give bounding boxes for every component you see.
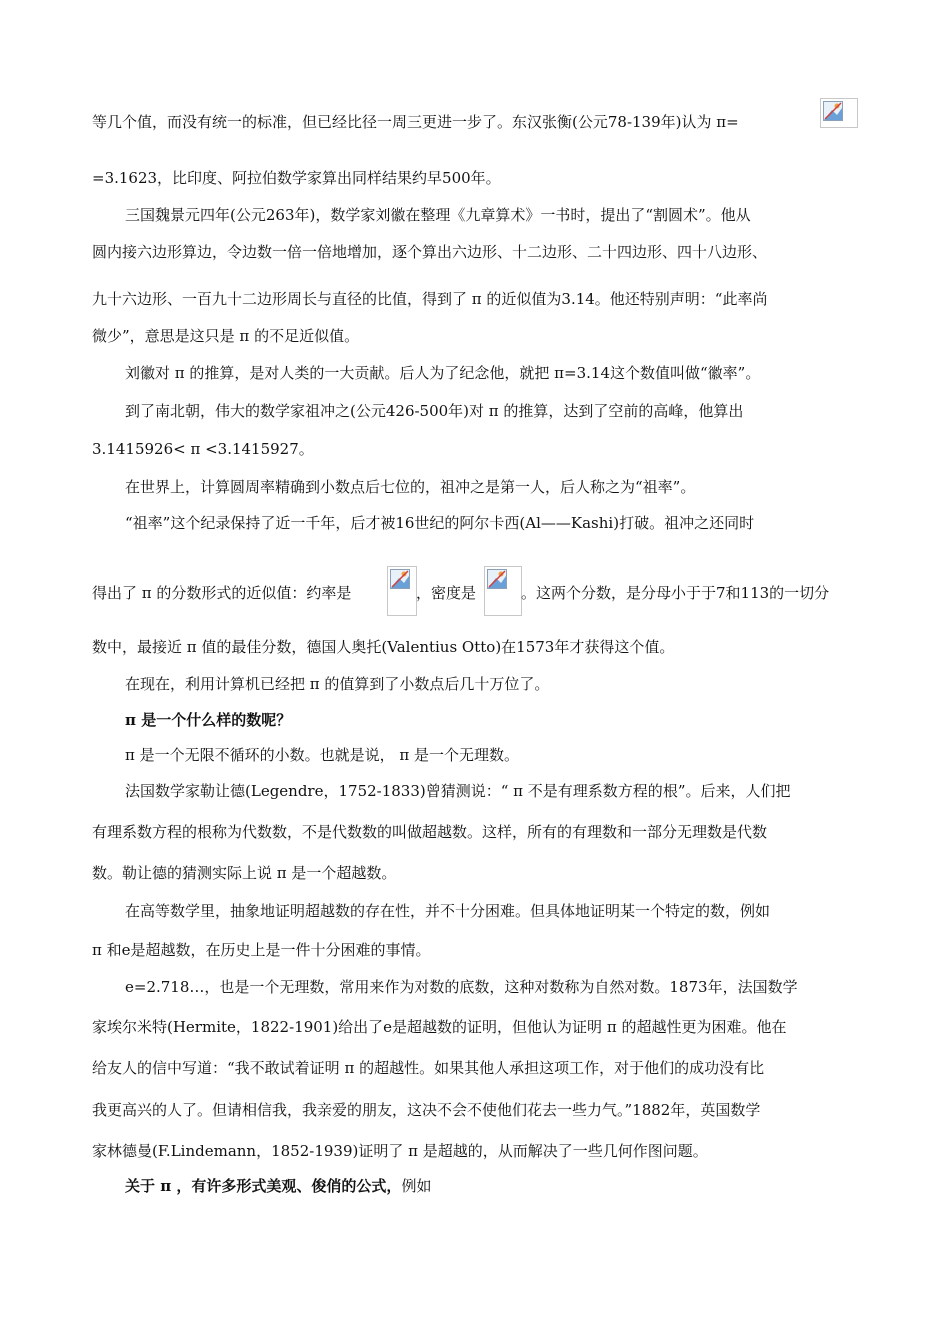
paragraph-line: e=2.718…，也是一个无理数，常用来作为对数的底数，这种对数称为自然对数。1873年，法国数学 (125, 978, 798, 996)
paragraph-line: ，密度是 (416, 584, 477, 602)
paragraph-line: 给友人的信中写道：“我不敢试着证明 π 的超越性。如果其他人承担这项工作，对于他们的成功没有比 (92, 1059, 765, 1077)
paragraph-line: 圆内接六边形算边，令边数一倍一倍地增加，逐个算出六边形、十二边形、二十四边形、四十八边形、 (92, 243, 768, 261)
trailing-text: 例如 (401, 1177, 432, 1195)
broken-image-icon (823, 101, 843, 121)
paragraph-line: 法国数学家勒让德(Legendre，1752-1833)曾猜测说：“ π 不是有理系数方程的根”。后来，人们把 (125, 782, 791, 800)
paragraph-line: 微少”，意思是这只是 π 的不足近似值。 (92, 327, 360, 345)
bold-lead-text: 关于 π ，有许多形式美观、俊俏的公式， (125, 1177, 402, 1195)
fraction-image-placeholder (484, 566, 522, 616)
paragraph-line: 三国魏景元四年(公元263年)，数学家刘徽在整理《九章算术》一书时，提出了“割圆术”。他从 (125, 206, 751, 224)
paragraph-line: 在现在，利用计算机已经把 π 的值算到了小数点后几十万位了。 (125, 675, 550, 693)
paragraph-line: 到了南北朝，伟大的数学家祖冲之(公元426-500年)对 π 的推算，达到了空前的高峰，他算出 (125, 402, 744, 420)
paragraph-line: 刘徽对 π 的推算，是对人类的一大贡献。后人为了纪念他，就把 π=3.14这个数值叫做“徽率”。 (125, 364, 761, 382)
paragraph-line: 得出了 π 的分数形式的近似值：约率是 (92, 584, 352, 602)
paragraph-line: 家埃尔米特(Hermite，1822-1901)给出了e是超越数的证明，但他认为证明 π 的超越性更为困难。他在 (92, 1018, 787, 1036)
paragraph-line: 数。勒让德的猜测实际上说 π 是一个超越数。 (92, 864, 397, 882)
paragraph-line: =3.1623，比印度、阿拉伯数学家算出同样结果约早500年。 (92, 169, 501, 187)
paragraph-line: 在高等数学里，抽象地证明超越数的存在性，并不十分困难。但具体地证明某一个特定的数，例如 (125, 902, 771, 920)
paragraph-line: 家林德曼(F.Lindemann，1852-1939)证明了 π 是超越的，从而解决了一些几何作图问题。 (92, 1142, 708, 1160)
paragraph-line: π 是一个无限不循环的小数。也就是说， π 是一个无理数。 (125, 746, 520, 764)
paragraph-line: 我更高兴的人了。但请相信我，我亲爱的朋友，这决不会不使他们花去一些力气。”1882年，英国数学 (92, 1101, 761, 1119)
section-heading: π 是一个什么样的数呢？ (125, 711, 292, 729)
paragraph-line: 数中，最接近 π 值的最佳分数，德国人奥托(Valentius Otto)在1573年才获得这个值。 (92, 638, 675, 656)
paragraph-line: 有理系数方程的根称为代数数，不是代数数的叫做超越数。这样，所有的有理数和一部分无理数是代数 (92, 823, 768, 841)
paragraph-line: “祖率”这个纪录保持了近一千年，后才被16世纪的阿尔卡西(Al——Kashi)打破。祖冲之还同时 (125, 514, 755, 532)
paragraph-line: 3.1415926< π <3.1415927。 (92, 440, 314, 458)
fraction-image-placeholder (387, 566, 417, 616)
paragraph-line: 等几个值，而没有统一的标准，但已经比径一周三更进一步了。东汉张衡(公元78-139年)认为 π= (92, 113, 739, 131)
paragraph-line (125, 1175, 431, 1197)
broken-image-icon (390, 569, 410, 589)
paragraph-line: 在世界上，计算圆周率精确到小数点后七位的，祖冲之是第一人，后人称之为“祖率”。 (125, 478, 696, 496)
paragraph-line: 九十六边形、一百九十二边形周长与直径的比值，得到了 π 的近似值为3.14。他还特别声明：“此率尚 (92, 290, 768, 308)
paragraph-line: 。这两个分数，是分母小于于7和113的一切分 (521, 584, 830, 602)
paragraph-line: π 和e是超越数，在历史上是一件十分困难的事情。 (92, 941, 431, 959)
formula-image-placeholder (820, 98, 858, 128)
broken-image-icon (487, 569, 507, 589)
